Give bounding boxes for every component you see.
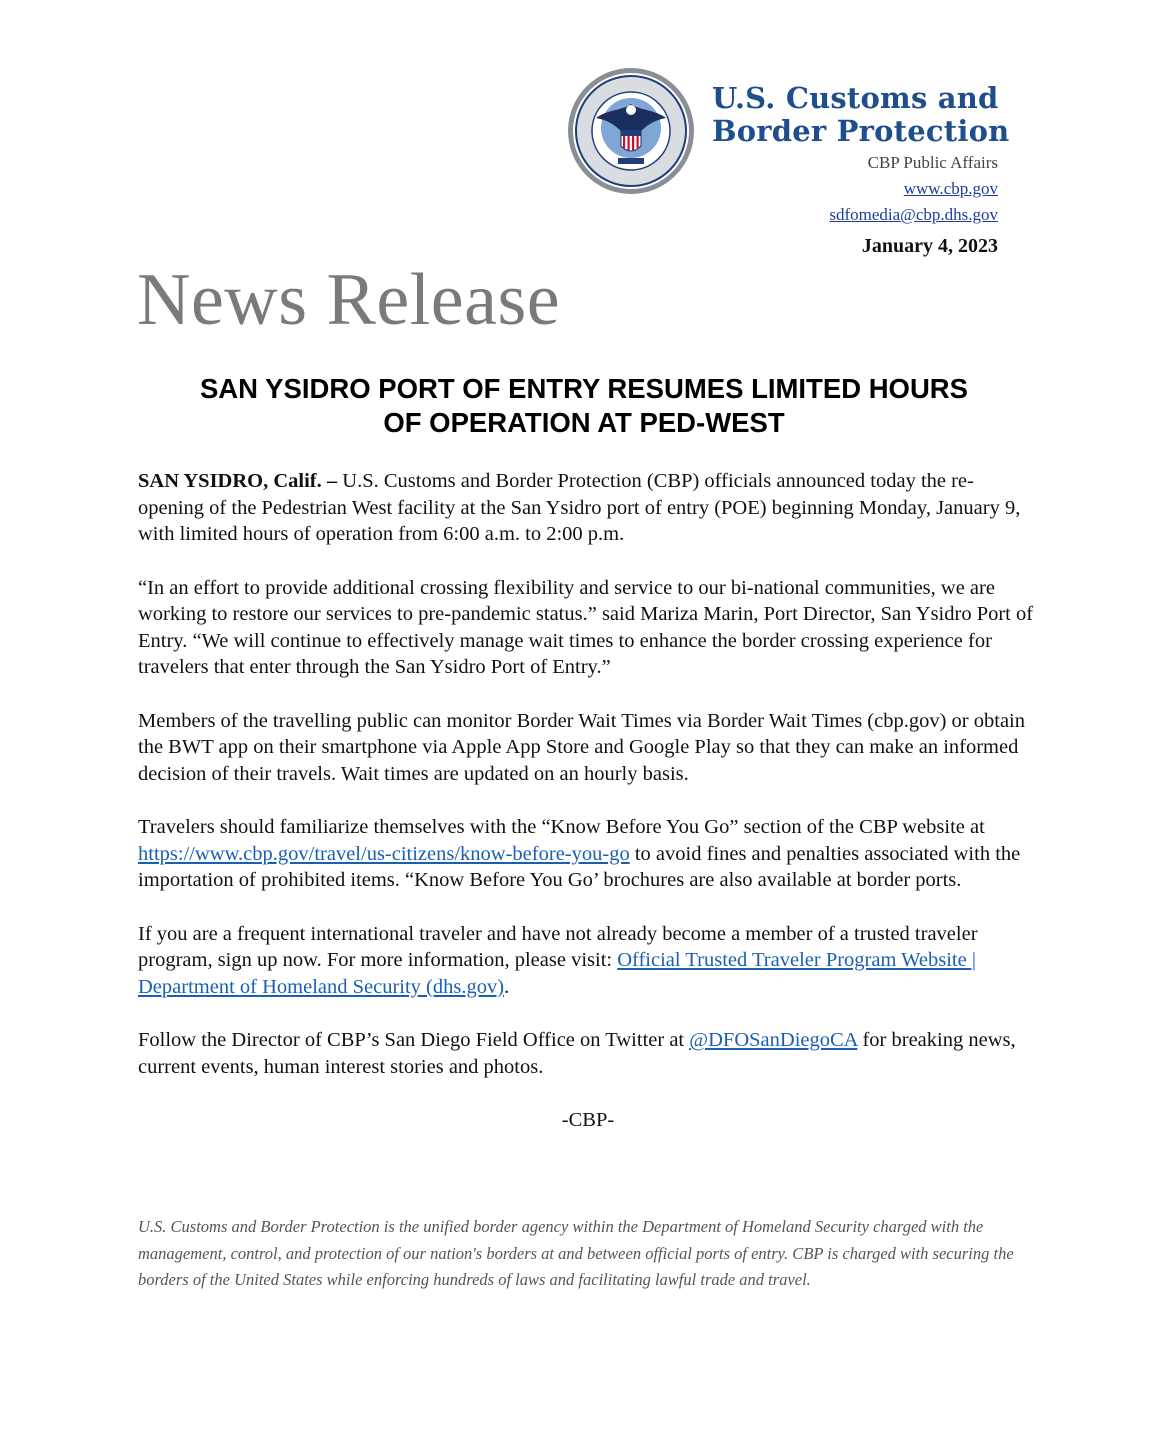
- contact-block: [829, 150, 998, 228]
- paragraph-6-text-end: for breaking news, current events, human interest stories and photos.: [138, 1029, 1016, 1078]
- headline-line2: OF OPERATION AT PED-WEST: [383, 407, 785, 438]
- cbp-seal-logo: [566, 66, 696, 196]
- end-mark: -CBP-: [561, 1109, 615, 1131]
- paragraph-6: [138, 1027, 1038, 1080]
- paragraph-4: [138, 814, 1038, 894]
- paragraph-4-text-end: to avoid fines and penalties associated with the importation of prohibited items. “Know Before You Go’ brochures are also available at border ports.: [138, 842, 1021, 891]
- trusted-traveler-link[interactable]: Official Trusted Traveler Program Website | Department of Homeland Security (dhs.gov): [138, 949, 976, 998]
- know-before-you-go-link[interactable]: https://www.cbp.gov/travel/us-citizens/know-before-you-go: [138, 842, 630, 865]
- boilerplate: U.S. Customs and Border Protection is the unified border agency within the Department of Homeland Security charged with the management, control, and protection of our nation's borders at and between official ports of entry. CBP is charged with securing the borders of the United States while enforcing hundreds of laws and facilitating lawful trade and travel.: [138, 1217, 1014, 1289]
- paragraph-5: [138, 921, 1038, 1001]
- article-body: [138, 468, 1038, 1161]
- public-affairs-label: CBP Public Affairs: [867, 153, 998, 172]
- release-date: January 4, 2023: [861, 235, 998, 257]
- paragraph-5-text-start: If you are a frequent international traveler and have not already become a member of a trusted traveler program, sign up now. For more information, please visit:: [138, 922, 978, 971]
- headline-line1: SAN YSIDRO PORT OF ENTRY RESUMES LIMITED HOURS: [199, 373, 969, 404]
- email-link[interactable]: sdfomedia@cbp.dhs.gov: [829, 205, 998, 224]
- paragraph-5-text-end: .: [504, 975, 510, 998]
- paragraph-2: “In an effort to provide additional crossing flexibility and service to our bi-national communities, we are working to restore our services to pre-pandemic status.” said Mariza Marin, Port Director, San Ysidro Port of Entry. “We will continue to effectively manage wait times to enhance the border crossing experience for travelers that enter through the San Ysidro Port of Entry.”: [138, 576, 1034, 678]
- news-release-title: News Release: [137, 259, 561, 341]
- paragraph-1-text: U.S. Customs and Border Protection (CBP) officials announced today the re-opening of the Pedestrian West facility at the San Ysidro port of entry (POE) beginning Monday, January 9, with limited hours of operation from 6:00 a.m. to 2:00 p.m.: [138, 470, 1021, 545]
- twitter-handle-link[interactable]: @DFOSanDiegoCA: [689, 1029, 858, 1051]
- agency-name-line1: U.S. Customs and: [712, 81, 999, 115]
- paragraph-4-text-start: Travelers should familiarize themselves with the “Know Before You Go” section of the CBP website at: [138, 816, 985, 838]
- paragraph-1: [138, 468, 1038, 548]
- website-link[interactable]: www.cbp.gov: [903, 179, 998, 198]
- paragraph-3: Members of the travelling public can monitor Border Wait Times via Border Wait Times (cbp.gov) or obtain the BWT app on their smartphone via Apple App Store and Google Play so that they can make an informed decision of their travels. Wait times are updated on an hourly basis.: [138, 709, 1025, 785]
- agency-name: [712, 82, 1009, 148]
- agency-name-line2: Border Protection: [712, 114, 1010, 148]
- dateline: SAN YSIDRO, Calif. –: [138, 470, 338, 492]
- paragraph-6-text-start: Follow the Director of CBP’s San Diego Field Office on Twitter at: [138, 1029, 690, 1051]
- headline: [138, 372, 1030, 440]
